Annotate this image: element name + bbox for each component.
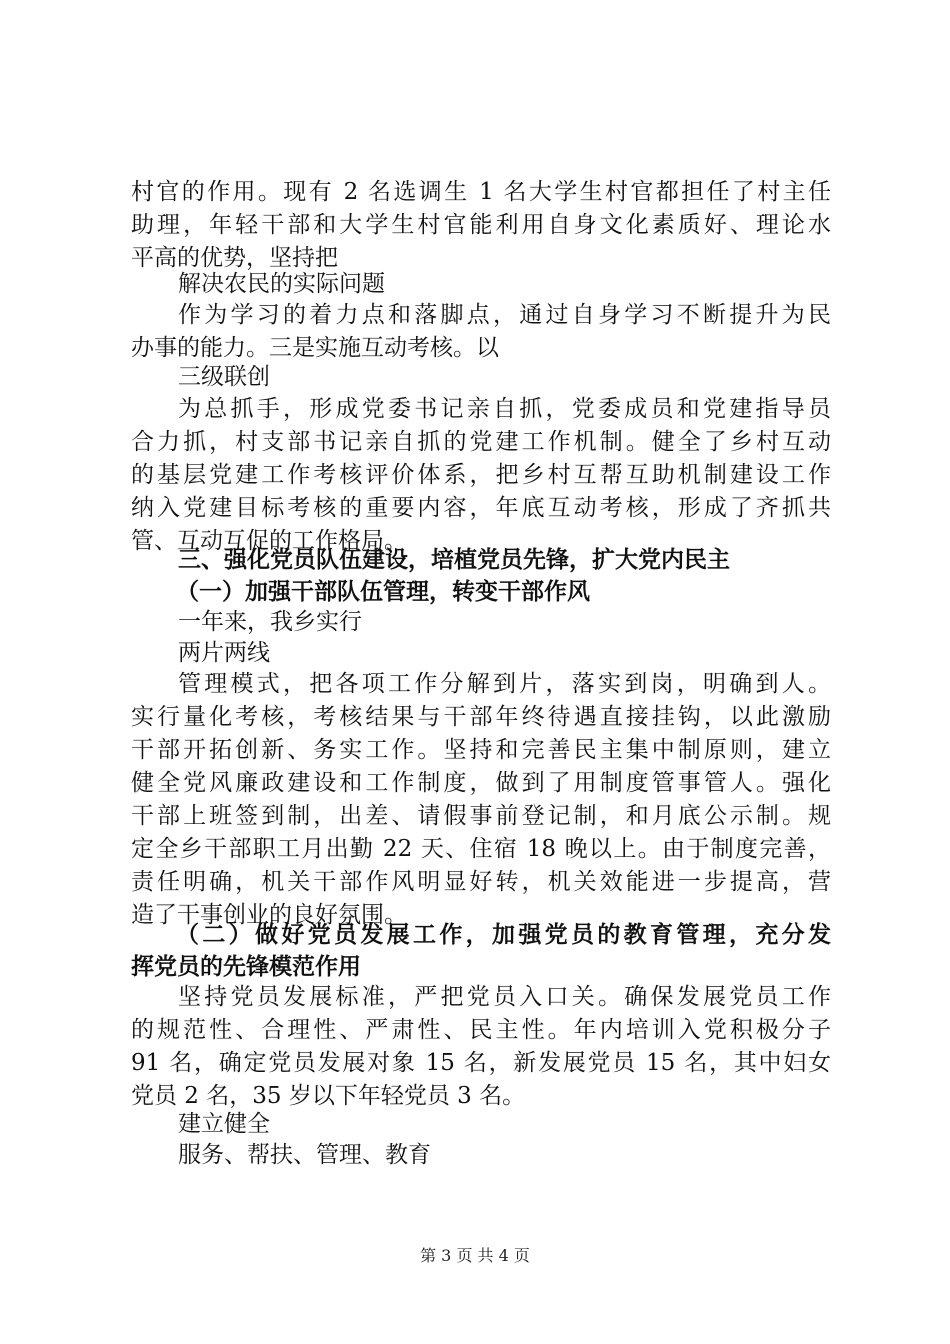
subsection-heading: （二）做好党员发展工作，加强党员的教育管理，充分发 [176,922,831,948]
body-line: 91 名，确定党员发展对象 15 名，新发展党员 15 名，其中妇女 [131,1050,831,1076]
body-line: 三级联创 [178,364,270,390]
body-line: 干部开拓创新、务实工作。坚持和完善民主集中制原则，建立 [131,737,831,763]
body-line: 的规范性、合理性、严肃性、民主性。年内培训入党积极分子 [131,1017,831,1043]
body-line: 平高的优势，坚持把 [131,245,338,271]
body-line: 合力抓，村支部书记亲自抓的党建工作机制。健全了乡村互动 [131,429,831,455]
body-line: 定全乡干部职工月出勤 22 天、住宿 18 晚以上。由于制度完善， [131,836,831,862]
body-line: 两片两线 [178,640,270,666]
body-line: 为总抓手，形成党委书记亲自抓，党委成员和党建指导员 [178,396,831,422]
body-line: 管、互动互促的工作格局。 [131,528,407,554]
body-line: 办事的能力。三是实施互动考核。以 [131,335,499,361]
page-number-footer: 第 3 页 共 4 页 [420,1246,530,1265]
body-line: 实行量化考核，考核结果与干部年终待遇直接挂钩，以此激励 [131,704,831,730]
body-line: 健全党风廉政建设和工作制度，做到了用制度管事管人。强化 [131,770,831,796]
body-line: 党员 2 名，35 岁以下年轻党员 3 名。 [131,1083,526,1109]
body-line: 助理，年轻干部和大学生村官能利用自身文化素质好、理论水 [131,212,831,238]
body-line: 管理模式，把各项工作分解到片，落实到岗，明确到人。 [178,671,831,697]
body-line: 纳入党建目标考核的重要内容，年底互动考核，形成了齐抓共 [131,495,831,521]
body-line: 干部上班签到制，出差、请假事前登记制，和月底公示制。规 [131,803,831,829]
subsection-heading: 挥党员的先锋模范作用 [131,954,361,980]
body-line: 服务、帮扶、管理、教育 [178,1142,431,1168]
section-heading: 三、强化党员队伍建设，培植党员先锋，扩大党内民主 [178,547,730,573]
body-line: 建立健全 [178,1111,270,1137]
body-line: 坚持党员发展标准，严把党员入口关。确保发展党员工作 [178,984,831,1010]
body-line: 责任明确，机关干部作风明显好转，机关效能进一步提高，营 [131,869,831,895]
body-line: 一年来，我乡实行 [178,609,362,635]
body-line: 作为学习的着力点和落脚点，通过自身学习不断提升为民 [178,302,831,328]
body-line: 造了干事创业的良好氛围。 [131,902,407,928]
subsection-heading: （一）加强干部队伍管理，转变干部作风 [176,579,590,605]
body-line: 解决农民的实际问题 [178,271,385,297]
body-line: 村官的作用。现有 2 名选调生 1 名大学生村官都担任了村主任 [131,179,831,205]
body-line: 的基层党建工作考核评价体系，把乡村互帮互助机制建设工作 [131,462,831,488]
